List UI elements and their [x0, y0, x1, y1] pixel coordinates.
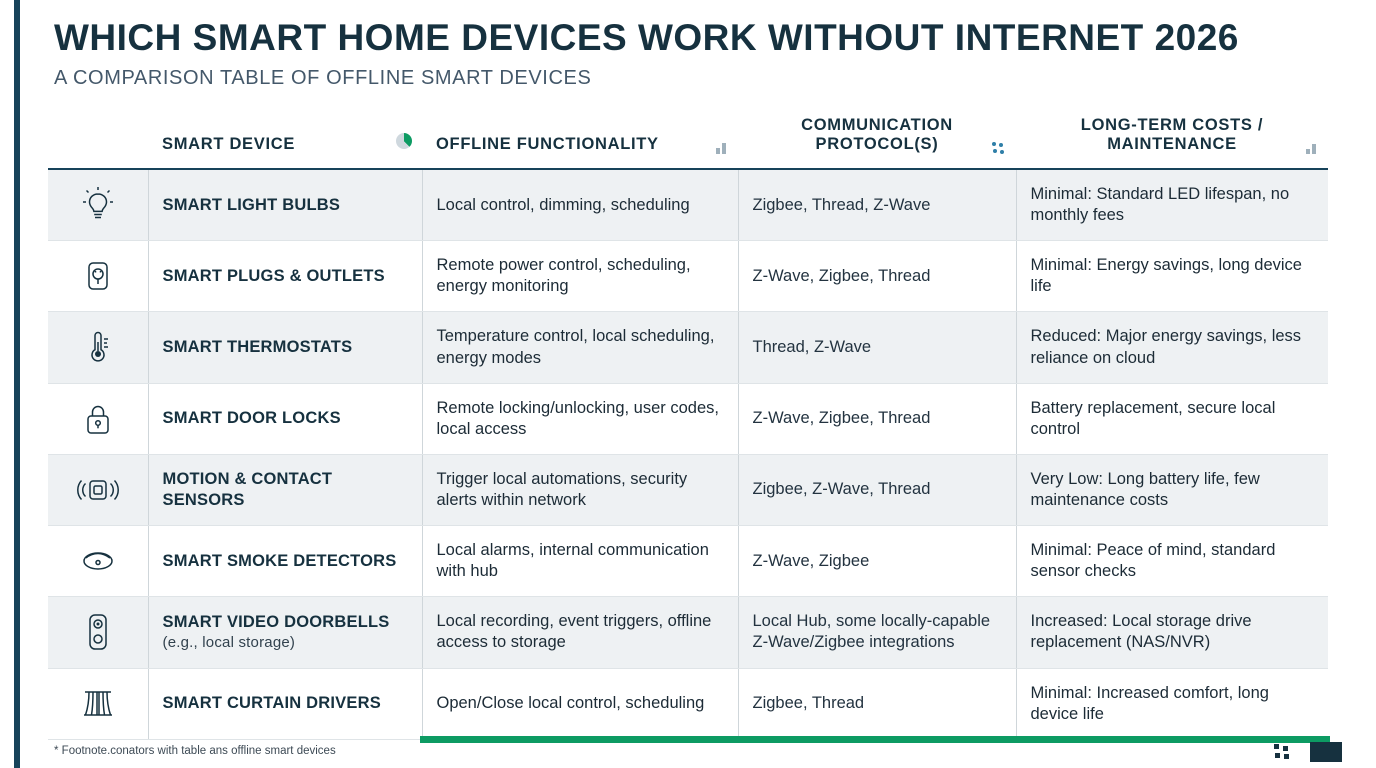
- offline-functionality-cell: Local control, dimming, scheduling: [422, 170, 738, 241]
- device-name-cell: [148, 597, 422, 668]
- comparison-table-container: [48, 112, 1328, 740]
- column-header-device-label: SMART DEVICE: [162, 135, 296, 153]
- table-row: [48, 312, 1328, 383]
- protocol-cell: Zigbee, Thread, Z-Wave: [738, 170, 1016, 241]
- cost-cell: Very Low: Long battery life, few maintenance costs: [1016, 454, 1328, 525]
- device-name-cell: [148, 241, 422, 312]
- table-row: [48, 383, 1328, 454]
- bar-chart-decoration-icon: [716, 135, 728, 154]
- protocol-cell: Z-Wave, Zigbee, Thread: [738, 241, 1016, 312]
- table-row: [48, 454, 1328, 525]
- footnote: * Footnote.conators with table ans offline smart devices: [54, 745, 336, 757]
- table-row: [48, 668, 1328, 739]
- motion-sensor-icon: [48, 454, 148, 525]
- table-row: [48, 597, 1328, 668]
- device-name-cell: [148, 454, 422, 525]
- curtain-icon: [48, 668, 148, 739]
- table-body: [48, 170, 1328, 739]
- table-row: [48, 526, 1328, 597]
- left-accent-bar: [14, 0, 20, 768]
- column-header-offline-label: OFFLINE FUNCTIONALITY: [436, 135, 659, 153]
- cost-cell: Battery replacement, secure local control: [1016, 383, 1328, 454]
- device-name-cell: [148, 383, 422, 454]
- comparison-table: [48, 112, 1328, 740]
- protocol-cell: Z-Wave, Zigbee, Thread: [738, 383, 1016, 454]
- device-name: SMART PLUGS & OUTLETS: [162, 266, 385, 285]
- table-row: [48, 170, 1328, 241]
- offline-functionality-cell: Trigger local automations, security alerts within network: [422, 454, 738, 525]
- protocol-cell: Zigbee, Thread: [738, 668, 1016, 739]
- power-plug-icon: [48, 241, 148, 312]
- smoke-detector-icon: [48, 526, 148, 597]
- column-header-offline: [422, 112, 738, 168]
- column-header-cost-label: LONG-TERM COSTS / MAINTENANCE: [1080, 116, 1264, 153]
- offline-functionality-cell: Remote power control, scheduling, energy monitoring: [422, 241, 738, 312]
- dot-grid-decoration-icon: [992, 142, 1006, 154]
- header-icon-spacer: [48, 112, 148, 168]
- light-bulb-icon: [48, 170, 148, 241]
- square-decoration: [1310, 742, 1342, 762]
- page-subtitle: A COMPARISON TABLE OF OFFLINE SMART DEVICES: [54, 66, 592, 89]
- device-name: SMART DOOR LOCKS: [162, 409, 341, 428]
- device-name: SMART LIGHT BULBS: [162, 195, 341, 214]
- column-header-device: [148, 112, 422, 168]
- protocol-cell: Local Hub, some locally-capable Z-Wave/Zigbee integrations: [738, 597, 1016, 668]
- offline-functionality-cell: Temperature control, local scheduling, energy modes: [422, 312, 738, 383]
- cost-cell: Minimal: Energy savings, long device life: [1016, 241, 1328, 312]
- header: [54, 18, 1344, 90]
- cost-cell: Minimal: Peace of mind, standard sensor checks: [1016, 526, 1328, 597]
- table-row: [48, 241, 1328, 312]
- device-name: SMART VIDEO DOORBELLS: [162, 613, 390, 632]
- video-doorbell-icon: [48, 597, 148, 668]
- device-name-cell: [148, 312, 422, 383]
- offline-functionality-cell: Local alarms, internal communication with hub: [422, 526, 738, 597]
- dot-decoration: [1274, 744, 1292, 760]
- column-header-protocol: [738, 112, 1016, 168]
- device-name-cell: [148, 170, 422, 241]
- table-header: [48, 112, 1328, 170]
- column-header-protocol-label: COMMUNICATION PROTOCOL(S): [801, 116, 953, 153]
- door-lock-icon: [48, 383, 148, 454]
- page-title: WHICH SMART HOME DEVICES WORK WITHOUT INTERNET 2026: [54, 17, 1239, 58]
- device-name-cell: [148, 668, 422, 739]
- device-name: SMART CURTAIN DRIVERS: [162, 694, 381, 713]
- device-name: SMART SMOKE DETECTORS: [162, 551, 397, 570]
- column-header-cost: [1016, 112, 1328, 168]
- device-name-cell: [148, 526, 422, 597]
- cost-cell: Increased: Local storage drive replacement (NAS/NVR): [1016, 597, 1328, 668]
- device-name: SMART THERMOSTATS: [162, 337, 353, 356]
- cost-cell: Minimal: Standard LED lifespan, no monthly fees: [1016, 170, 1328, 241]
- offline-functionality-cell: Open/Close local control, scheduling: [422, 668, 738, 739]
- cost-cell: Minimal: Increased comfort, long device life: [1016, 668, 1328, 739]
- bar-chart-decoration-icon-2: [1306, 135, 1318, 154]
- offline-functionality-cell: Local recording, event triggers, offline access to storage: [422, 597, 738, 668]
- protocol-cell: Z-Wave, Zigbee: [738, 526, 1016, 597]
- device-name: MOTION & CONTACT SENSORS: [162, 469, 333, 509]
- protocol-cell: Thread, Z-Wave: [738, 312, 1016, 383]
- protocol-cell: Zigbee, Z-Wave, Thread: [738, 454, 1016, 525]
- device-name-sub: (e.g., local storage): [162, 634, 296, 652]
- offline-functionality-cell: Remote locking/unlocking, user codes, local access: [422, 383, 738, 454]
- cost-cell: Reduced: Major energy savings, less reliance on cloud: [1016, 312, 1328, 383]
- pie-chart-decoration-icon: [396, 133, 412, 154]
- thermostat-icon: [48, 312, 148, 383]
- bottom-accent-bar: [420, 736, 1330, 743]
